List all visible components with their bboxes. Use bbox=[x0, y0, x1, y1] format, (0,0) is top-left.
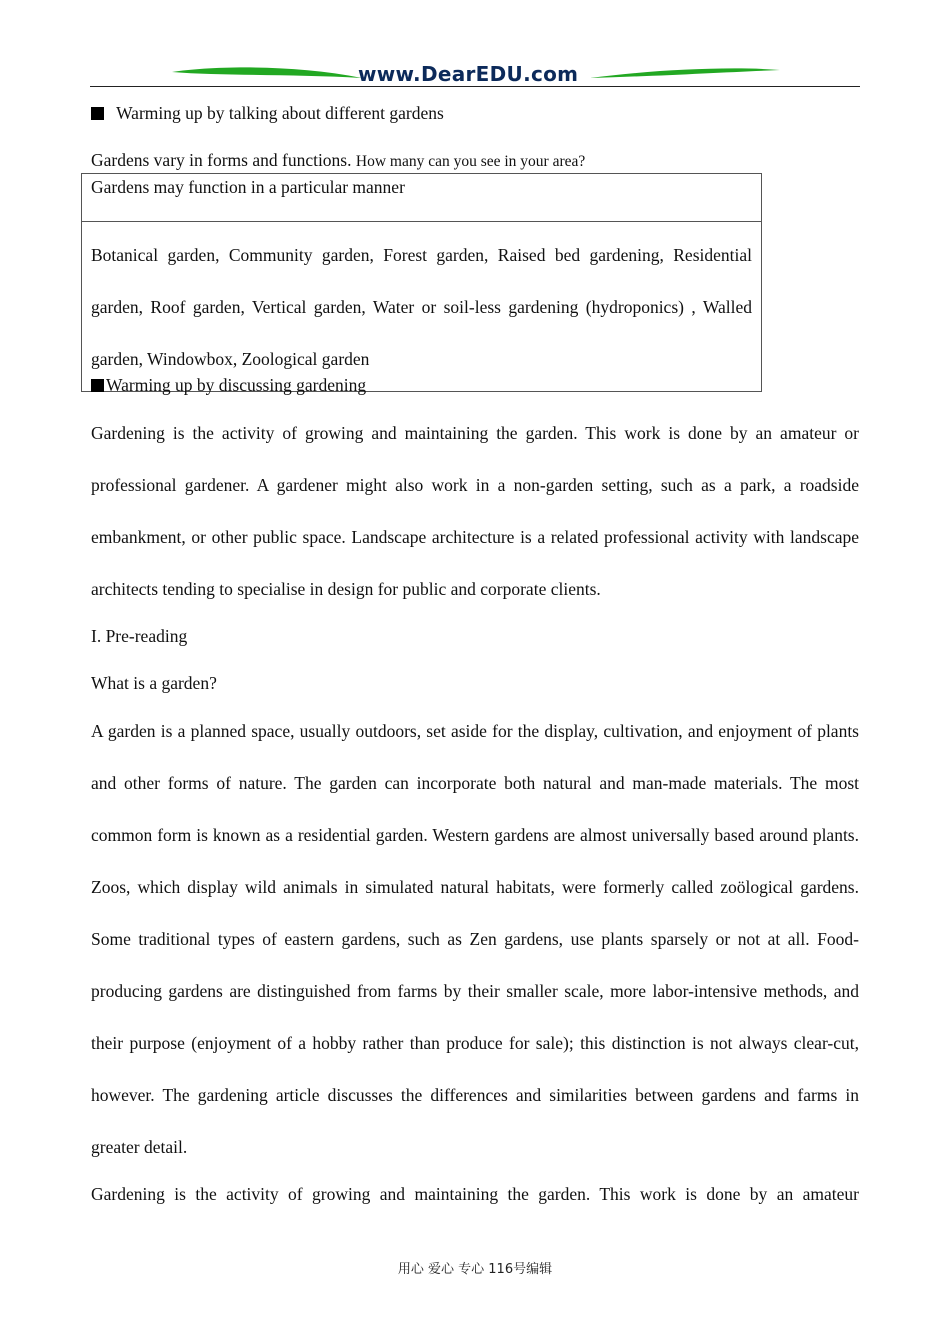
square-bullet-icon bbox=[91, 379, 104, 392]
pre-reading-title: I. Pre-reading bbox=[91, 626, 188, 646]
header-rule bbox=[90, 86, 860, 87]
gardening-paragraph: Gardening is the activity of growing and maintaining the garden. This work is done by an amateur or professional gardener. A gardener might also work in a non-garden setting, such as a park, a roadside embankment, or other public space. Landscape architecture is a related professional activity with landscape architects tending to specialise in design for public and corporate clients. bbox=[91, 423, 859, 599]
table-content-row bbox=[82, 222, 761, 391]
garden-function-table bbox=[81, 173, 762, 392]
intro-sentence: Gardens vary in forms and functions. How many can you see in your area? bbox=[91, 150, 586, 170]
section-heading-gardens: Warming up by talking about different gardens bbox=[91, 100, 444, 126]
section-heading-gardening: Warming up by discussing gardening bbox=[91, 372, 366, 398]
table-content-cell: Botanical garden, Community garden, Forest garden, Raised bed gardening, Residential garden, Roof garden, Vertical garden, Water or soil-less gardening (hydroponics) , Walled garden, Windowbox, Zoological garden bbox=[91, 245, 752, 369]
garden-question: What is a garden? bbox=[91, 673, 217, 693]
page-footer: 用心 爱心 专心 116号编辑 bbox=[397, 1262, 553, 1277]
green-swoosh-right-decoration bbox=[590, 66, 780, 84]
gardening-paragraph-repeat: Gardening is the activity of growing and maintaining the garden. This work is done by an amateur bbox=[91, 1184, 859, 1204]
garden-definition-paragraph: A garden is a planned space, usually outdoors, set aside for the display, cultivation, and enjoyment of plants and other forms of nature. The garden can incorporate both natural and man-made materials. The most common form is known as a residential garden. Western gardens are almost universally based around plants. Zoos, which display wild animals in simulated natural habitats, were formerly called zoölogical gardens. Some traditional types of eastern gardens, such as Zen gardens, use plants sparsely or not at all. Food-producing gardens are distinguished from farms by their smaller scale, more labor-intensive methods, and their purpose (enjoyment of a hobby rather than produce for sale); this distinction is not always clear-cut, however. The gardening article discusses the differences and similarities between gardens and farms in greater detail. bbox=[91, 721, 859, 1157]
table-header-row bbox=[82, 174, 761, 222]
square-bullet-icon bbox=[91, 107, 104, 120]
site-logo-text: www.DearEDU.com bbox=[358, 62, 579, 86]
table-header-cell: Gardens may function in a particular manner bbox=[91, 177, 405, 197]
page-header bbox=[90, 60, 860, 90]
green-swoosh-left-decoration bbox=[172, 66, 362, 84]
